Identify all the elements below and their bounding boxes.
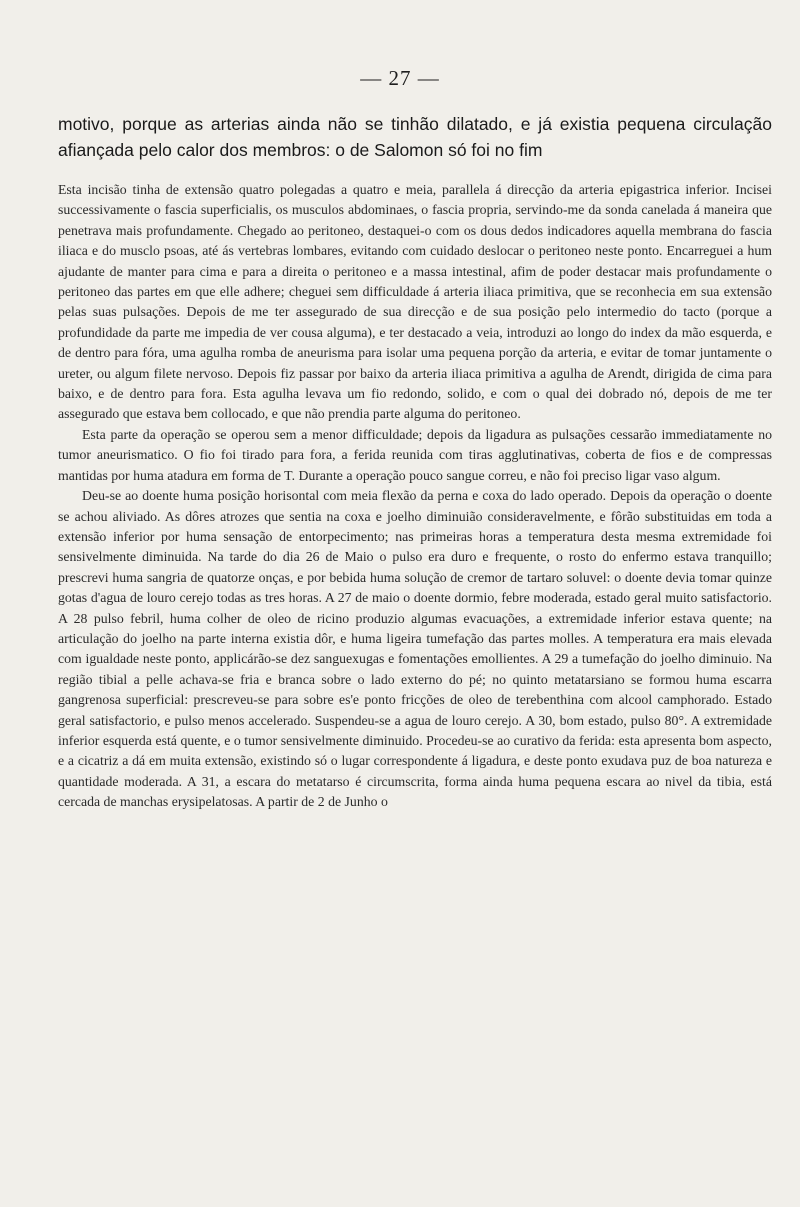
paragraph-postoperative: Deu-se ao doente huma posição horisontal com meia flexão da perna e coxa do lado operado. Depois da operação o doente se achou aliviado. As dôres atrozes que sentia na coxa e joelho diminuião consideravelmente, e fôrão substituidas em toda a extensão inferior por huma sensação de entorpecimento; nas primeiras horas a temperatura desta mesma extremidade foi sensivelmente diminuida. Na tarde do dia 26 de Maio o pulso era duro e frequente, o rosto do enfermo estava tranquillo; prescrevi huma sangria de quatorze onças, e por bebida huma solução de cremor de tartaro soluvel: o doente devia tomar quinze gotas d'agua de louro cerejo todas as tres horas. A 27 de maio o doente dormio, febre moderada, estado geral muito satisfactorio. A 28 pulso febril, huma colher de oleo de ricino produzio algumas evacuações, a extremidade inferior estava quente; na articulação do joelho na parte interna existia dôr, e huma ligeira tumefação das partes molles. A temperatura era mais elevada com igualdade neste ponto, applicárão-se dez sanguexugas e fomentações emollientes. A 29 a tumefação do joelho diminuio. Na região tibial a pelle achava-se fria e branca sobre o lado externo do pé; no quinto metatarsiano se formou huma escarra gangrenosa superficial: prescreveu-se para sobre es'e ponto fricções de oleo de terebenthina com alcool camphorado. Estado geral satisfactorio, e pulso menos accelerado. Suspendeu-se a agua de louro cerejo. A 30, bom estado, pulso 80°. A extremidade inferior esquerda está quente, e o tumor sensivelmente diminuido. Procedeu-se ao curativo da ferida: esta apresenta bom aspecto, e a cicatriz a dá em muita extensão, existindo só o lugar correspondente á ligadura, e deste ponto exudava puz de boa natureza e quantidade moderada. A 31, a escara do metatarso é circumscrita, forma ainda huma pequena escara ao nivel da tibia, está cercada de manchas erysipelatosas. A partir de 2 de Junho o bbox=[58, 488, 772, 810]
body-text bbox=[58, 180, 772, 813]
intro-paragraph: motivo, porque as arterias ainda não se tinhão dilatado, e já existia pequena circulação afiançada pelo calor dos membros: o de Salomon só foi no fim bbox=[58, 114, 772, 160]
paragraph-incision: Esta incisão tinha de extensão quatro polegadas a quatro e meia, parallela á direcção da arteria epigastrica inferior. Incisei successivamente o fascia superficialis, os musculos abdominaes, o fascia propria, servindo-me da sonda canelada á maneira que penetrava mais profundamente. Chegado ao peritoneo, destaquei-o com os dous dedos indicadores aquella membrana do fascia iliaca e do musclo psoas, até ás vertebras lombares, evitando com cuidado deslocar o peritoneo neste ponto. Encarreguei a hum ajudante de manter para cima e para a direita o peritoneo e a massa intestinal, afim de poder destacar mais profundamente o peritoneo das partes em que elle adhere; cheguei sem difficuldade á arteria iliaca primitiva, que se reconhecia em sua extensão pelas suas pulsações. Depois de me ter assegurado de sua direcção e de sua posição pelo intermedio do tacto (porque a profundidade da parte me impedia de ver cousa alguma), e ter destacado a veia, introduzi ao longo do index da mão esquerda, e de dentro para fóra, uma agulha romba de aneurisma para isolar uma pequena porção da arteria, e evitar de tomar juntamente o ureter, ou algum filete nervoso. Depois fiz passar por baixo da arteria iliaca primitiva a agulha de Arendt, dirigida de cima para baixo, e de dentro para fora. Esta agulha levava um fio redondo, solido, e com o qual dei dobrado nó, depois de me ter assegurado que estava bem collocado, e que não prendia parte alguma do peritoneo. bbox=[58, 182, 772, 422]
paragraph-ligature: Esta parte da operação se operou sem a menor difficuldade; depois da ligadura as pulsações cessarão immediatamente no tumor aneurismatico. O fio foi tirado para fora, a ferida reunida com tiras agglutinativas, coberta de fios e de compressas mantidas por huma atadura em forma de T. Durante a operação pouco sangue correu, e não foi preciso ligar vaso algum. bbox=[58, 426, 772, 483]
page-number: — 27 — bbox=[360, 66, 440, 90]
